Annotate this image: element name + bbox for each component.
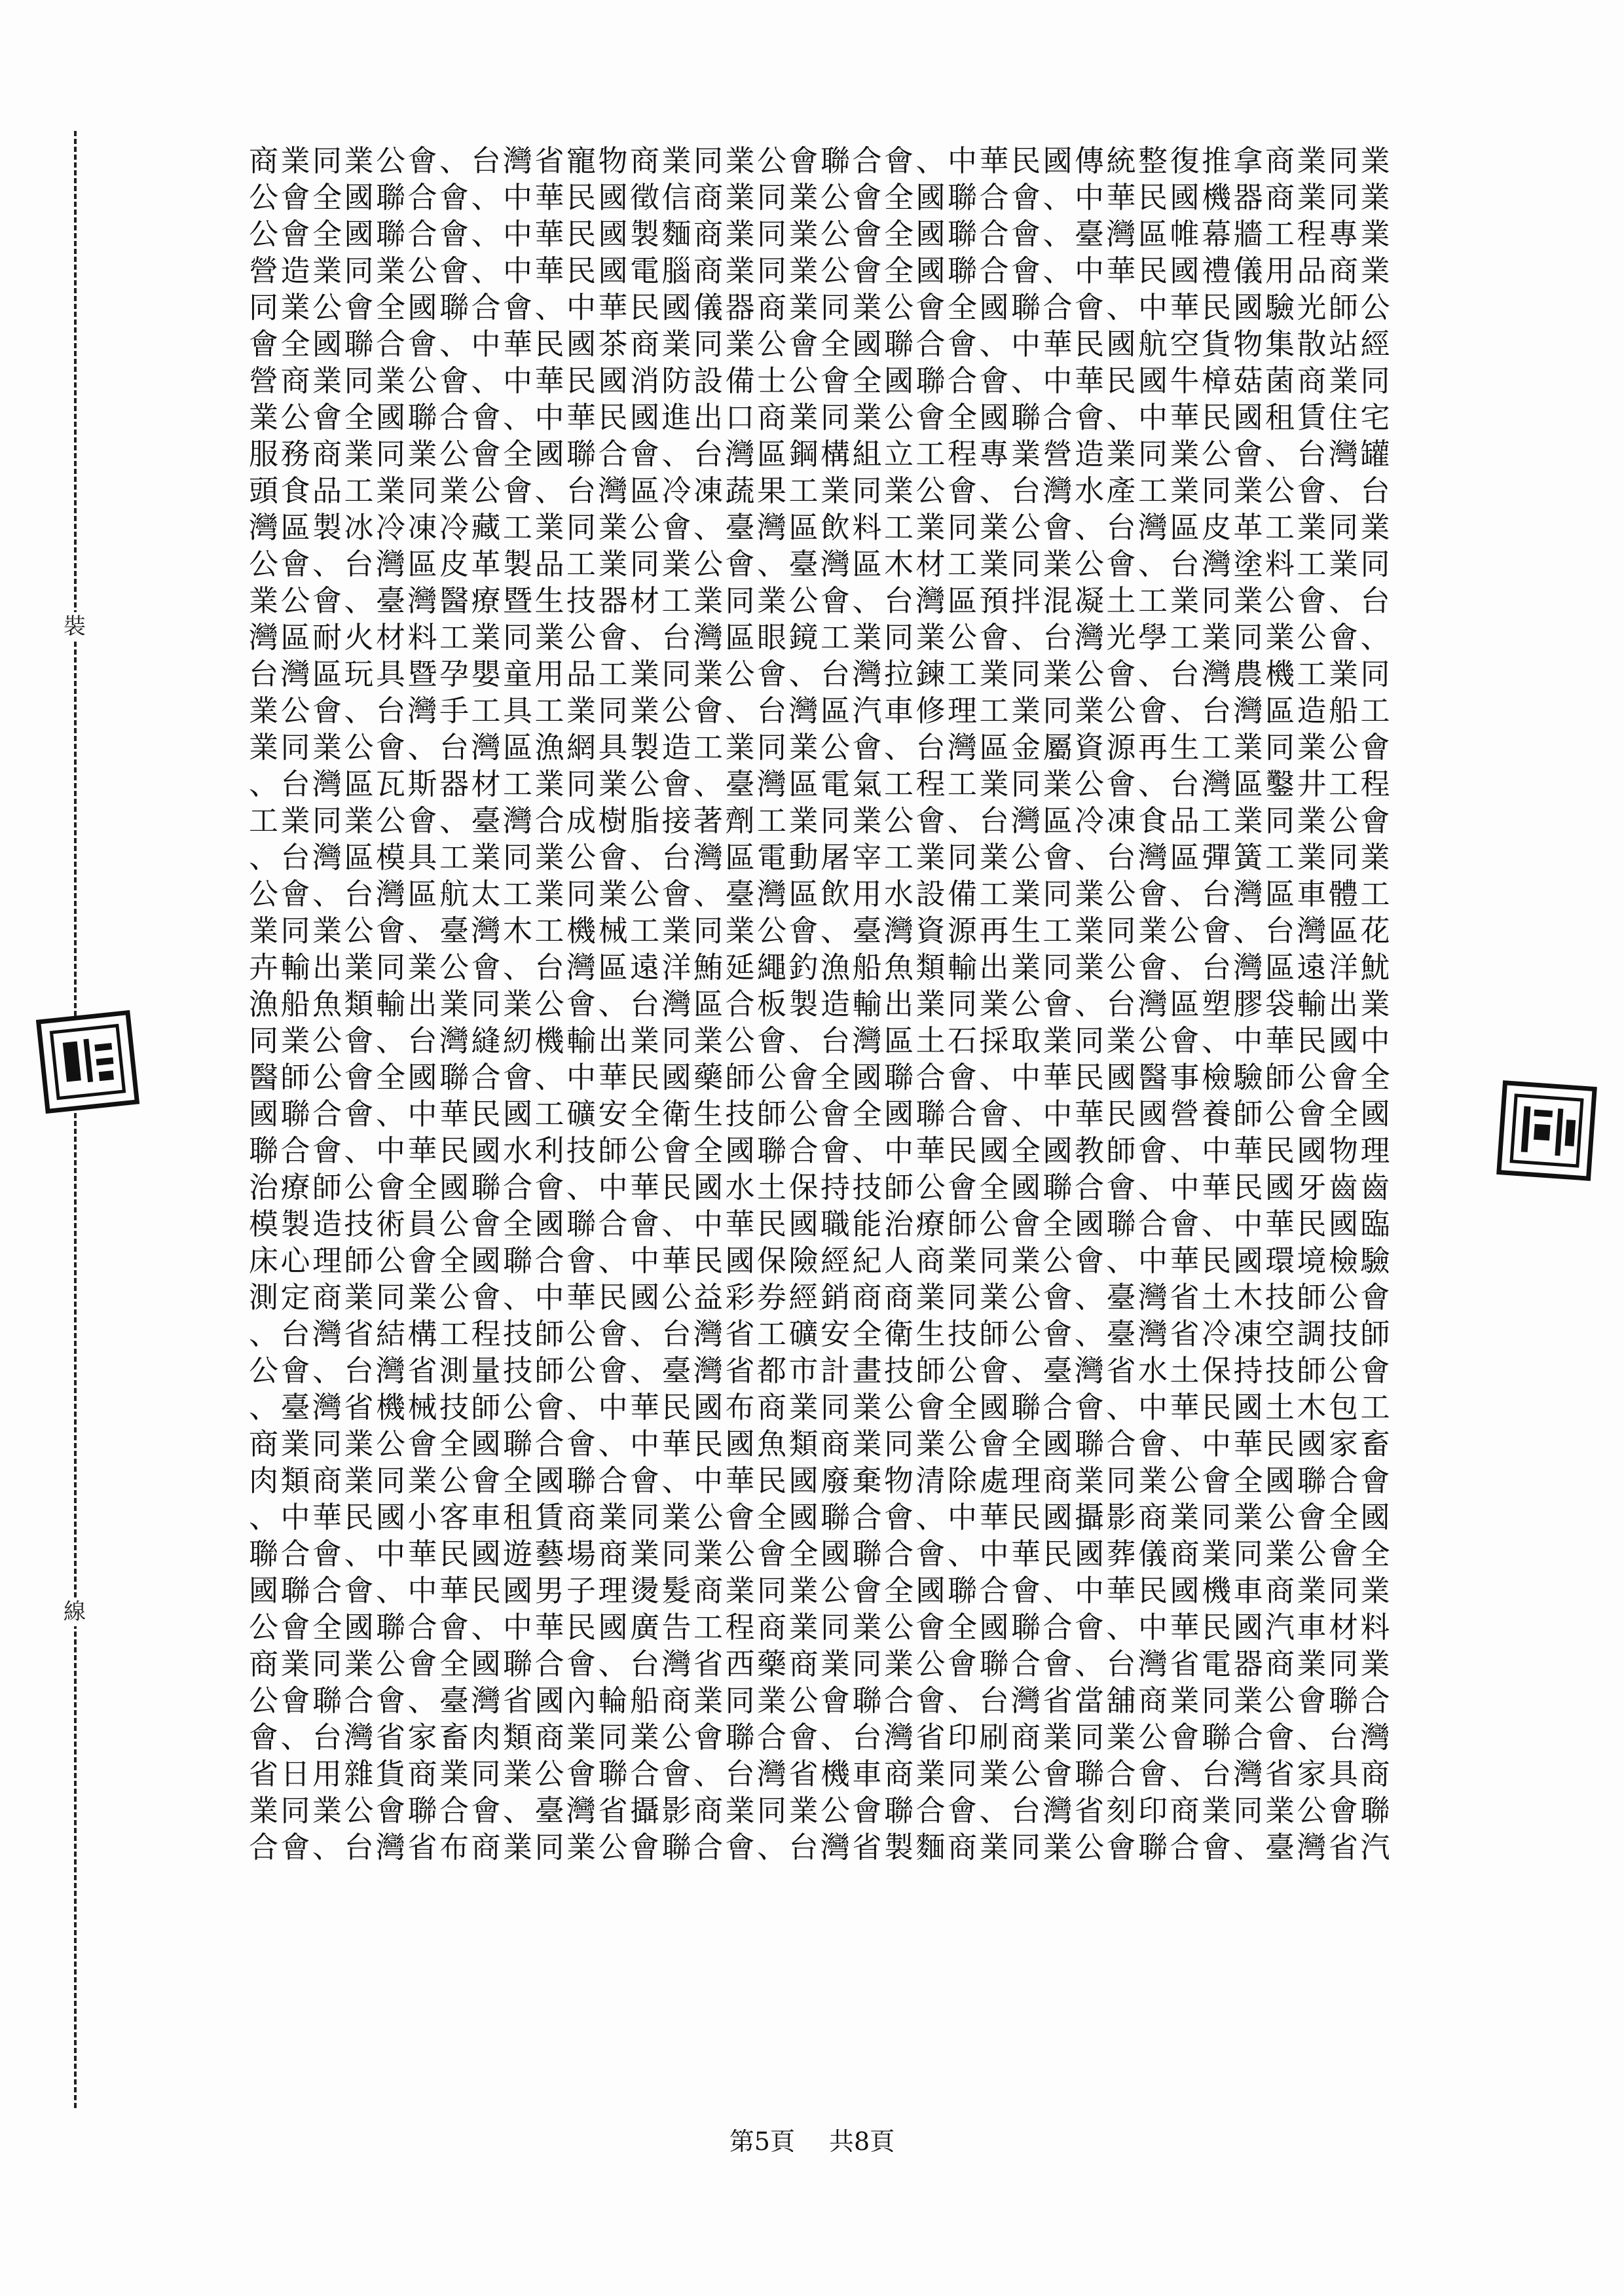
document-body-text (249, 143, 1428, 1866)
text-line: 灣區製冰冷凍冷藏工業同業公會、臺灣區飲料工業同業公會、台灣區皮革工業同業 (249, 510, 1393, 545)
text-line: 台灣區玩具暨孕嬰童用品工業同業公會、台灣拉鍊工業同業公會、台灣農機工業同 (249, 657, 1393, 691)
binding-mark-bottom: 線 (60, 1597, 89, 1626)
text-line: 營造業同業公會、中華民國電腦商業同業公會全國聯合會、中華民國禮儀用品商業 (249, 253, 1393, 288)
text-line: 國聯合會、中華民國男子理燙髮商業同業公會全國聯合會、中華民國機車商業同業 (249, 1573, 1393, 1608)
text-line: 床心理師公會全國聯合會、中華民國保險經紀人商業同業公會、中華民國環境檢驗 (249, 1243, 1393, 1278)
text-line: 合會、台灣省布商業同業公會聯合會、台灣省製麵商業同業公會聯合會、臺灣省汽 (249, 1830, 1393, 1865)
text-line: 、台灣省結構工程技師公會、台灣省工礦安全衛生技師公會、臺灣省冷凍空調技師 (249, 1317, 1393, 1351)
text-line: 同業公會全國聯合會、中華民國儀器商業同業公會全國聯合會、中華民國驗光師公 (249, 290, 1393, 325)
text-line: 商業同業公會全國聯合會、中華民國魚類商業同業公會全國聯合會、中華民國家畜 (249, 1427, 1393, 1461)
page-number: 第5頁 (729, 2127, 795, 2156)
text-line: 、中華民國小客車租賃商業同業公會全國聯合會、中華民國攝影商業同業公會全國 (249, 1500, 1393, 1535)
text-line: 模製造技術員公會全國聯合會、中華民國職能治療師公會全國聯合會、中華民國臨 (249, 1207, 1393, 1241)
text-line: 業公會、台灣手工具工業同業公會、台灣區汽車修理工業同業公會、台灣區造船工 (249, 693, 1393, 728)
text-line: 業公會全國聯合會、中華民國進出口商業同業公會全國聯合會、中華民國租賃住宅 (249, 400, 1393, 435)
text-line: 同業公會、台灣縫紉機輸出業同業公會、台灣區土石採取業同業公會、中華民國中 (249, 1023, 1393, 1058)
text-line: 公會、台灣區航太工業同業公會、臺灣區飲用水設備工業同業公會、台灣區車體工 (249, 877, 1393, 911)
text-line: 灣區耐火材料工業同業公會、台灣區眼鏡工業同業公會、台灣光學工業同業公會、 (249, 620, 1393, 655)
seal-stamp-right (1496, 1080, 1597, 1181)
text-line: 商業同業公會、台灣省寵物商業同業公會聯合會、中華民國傳統整復推拿商業同業 (249, 143, 1393, 178)
text-line: 營商業同業公會、中華民國消防設備士公會全國聯合會、中華民國牛樟菇菌商業同 (249, 363, 1393, 398)
text-line: 國聯合會、中華民國工礦安全衛生技師公會全國聯合會、中華民國營養師公會全國 (249, 1097, 1393, 1131)
text-line: 業同業公會、台灣區漁網具製造工業同業公會、台灣區金屬資源再生工業同業公會 (249, 730, 1393, 765)
text-line: 卉輸出業同業公會、台灣區遠洋鮪延繩釣漁船魚類輸出業同業公會、台灣區遠洋魷 (249, 950, 1393, 985)
text-line: 公會聯合會、臺灣省國內輪船商業同業公會聯合會、台灣省當舖商業同業公會聯合 (249, 1683, 1393, 1718)
text-line: 會全國聯合會、中華民國茶商業同業公會全國聯合會、中華民國航空貨物集散站經 (249, 327, 1393, 361)
page-total: 共8頁 (829, 2127, 895, 2156)
text-line: 治療師公會全國聯合會、中華民國水土保持技師公會全國聯合會、中華民國牙齒齒 (249, 1170, 1393, 1205)
binding-dashed-line (74, 131, 77, 2108)
text-line: 醫師公會全國聯合會、中華民國藥師公會全國聯合會、中華民國醫事檢驗師公會全 (249, 1060, 1393, 1095)
text-line: 漁船魚類輸出業同業公會、台灣區合板製造輸出業同業公會、台灣區塑膠袋輸出業 (249, 987, 1393, 1021)
text-line: 、臺灣省機械技師公會、中華民國布商業同業公會全國聯合會、中華民國土木包工 (249, 1390, 1393, 1425)
text-line: 測定商業同業公會、中華民國公益彩券經銷商商業同業公會、臺灣省土木技師公會 (249, 1280, 1393, 1315)
text-line: 公會、台灣省測量技師公會、臺灣省都市計畫技師公會、臺灣省水土保持技師公會 (249, 1353, 1393, 1388)
text-line: 、台灣區瓦斯器材工業同業公會、臺灣區電氣工程工業同業公會、台灣區鑿井工程 (249, 767, 1393, 801)
text-line: 商業同業公會全國聯合會、台灣省西藥商業同業公會聯合會、台灣省電器商業同業 (249, 1647, 1393, 1681)
text-line: 肉類商業同業公會全國聯合會、中華民國廢棄物清除處理商業同業公會全國聯合會 (249, 1463, 1393, 1498)
seal-stamp-left (36, 1010, 139, 1114)
text-line: 公會全國聯合會、中華民國製麵商業同業公會全國聯合會、臺灣區帷幕牆工程專業 (249, 217, 1393, 251)
page-footer (0, 2121, 1624, 2157)
text-line: 會、台灣省家畜肉類商業同業公會聯合會、台灣省印刷商業同業公會聯合會、台灣 (249, 1720, 1393, 1755)
text-line: 業公會、臺灣醫療暨生技器材工業同業公會、台灣區預拌混凝土工業同業公會、台 (249, 583, 1393, 618)
text-line: 聯合會、中華民國遊藝場商業同業公會全國聯合會、中華民國葬儀商業同業公會全 (249, 1537, 1393, 1571)
text-line: 業同業公會聯合會、臺灣省攝影商業同業公會聯合會、台灣省刻印商業同業公會聯 (249, 1793, 1393, 1828)
text-line: 工業同業公會、臺灣合成樹脂接著劑工業同業公會、台灣區冷凍食品工業同業公會 (249, 803, 1393, 838)
text-line: 公會、台灣區皮革製品工業同業公會、臺灣區木材工業同業公會、台灣塗料工業同 (249, 547, 1393, 581)
text-line: 省日用雜貨商業同業公會聯合會、台灣省機車商業同業公會聯合會、台灣省家具商 (249, 1757, 1393, 1791)
text-line: 聯合會、中華民國水利技師公會全國聯合會、中華民國全國教師會、中華民國物理 (249, 1133, 1393, 1168)
text-line: 、台灣區模具工業同業公會、台灣區電動屠宰工業同業公會、台灣區彈簧工業同業 (249, 840, 1393, 875)
text-line: 公會全國聯合會、中華民國廣告工程商業同業公會全國聯合會、中華民國汽車材料 (249, 1610, 1393, 1645)
binding-mark-top: 裝 (60, 612, 89, 641)
text-line: 公會全國聯合會、中華民國徵信商業同業公會全國聯合會、中華民國機器商業同業 (249, 180, 1393, 215)
text-line: 服務商業同業公會全國聯合會、台灣區鋼構組立工程專業營造業同業公會、台灣罐 (249, 437, 1393, 471)
text-line: 業同業公會、臺灣木工機械工業同業公會、臺灣資源再生工業同業公會、台灣區花 (249, 913, 1393, 948)
text-line: 頭食品工業同業公會、台灣區冷凍蔬果工業同業公會、台灣水產工業同業公會、台 (249, 473, 1393, 508)
